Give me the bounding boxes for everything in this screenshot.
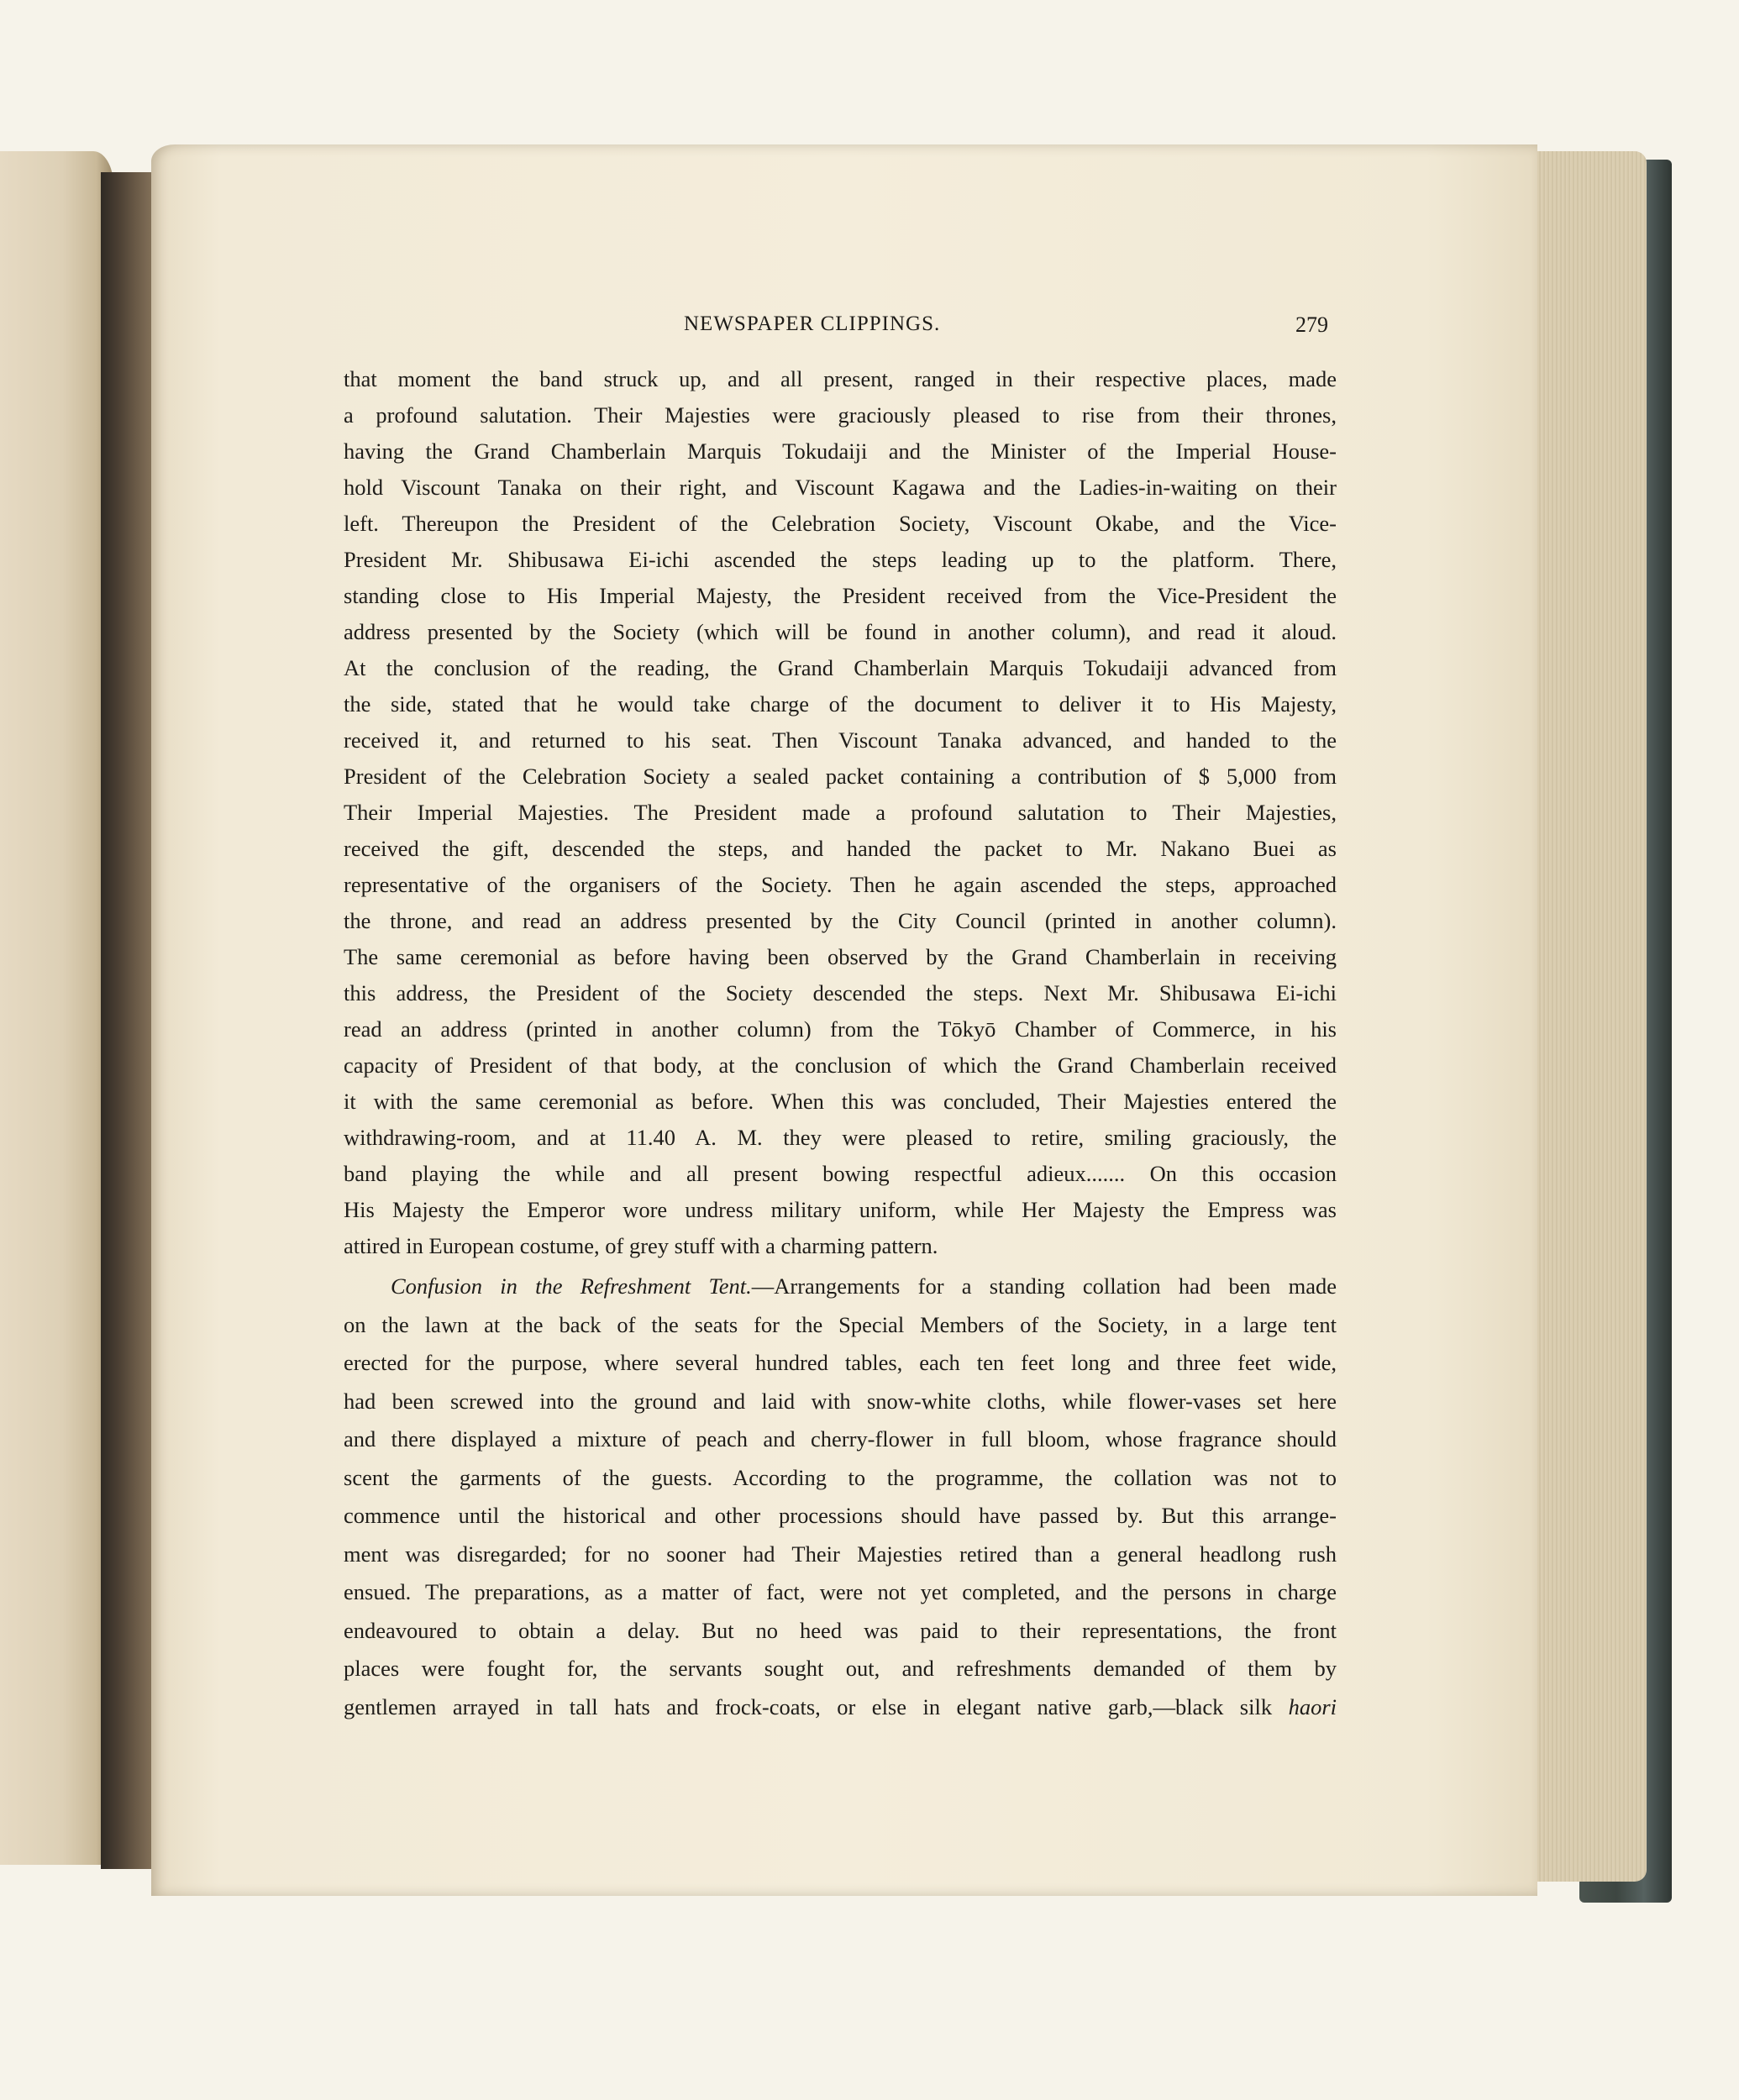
text-line: ment was disregarded; for no sooner had Their Majesties retired than a general headlong rush <box>344 1541 1337 1567</box>
page-number: 279 <box>1295 312 1328 337</box>
text-line: address presented by the Society (which will be found in another column), and read it aloud. <box>344 619 1337 644</box>
paragraph-ceremony <box>344 361 1337 1264</box>
section-heading: Confusion in the Refreshment Tent. <box>391 1273 752 1299</box>
right-page <box>151 144 1537 1896</box>
text-line: representative of the organisers of the Society. Then he again ascended the steps, approached <box>344 872 1337 897</box>
text-line-first <box>344 1268 1337 1306</box>
text-line: standing close to His Imperial Majesty, the President received from the Vice-President the <box>344 583 1337 608</box>
text-line: At the conclusion of the reading, the Grand Chamberlain Marquis Tokudaiji advanced from <box>344 655 1337 680</box>
text-line: His Majesty the Emperor wore undress military uniform, while Her Majesty the Empress was <box>344 1197 1337 1222</box>
italic-word: haori <box>1288 1693 1337 1719</box>
text-line-last <box>344 1688 1337 1727</box>
text-line: received it, and returned to his seat. Then Viscount Tanaka advanced, and handed to the <box>344 727 1337 753</box>
text-line: attired in European costume, of grey stuff with a charming pattern. <box>344 1233 938 1258</box>
text-line: President of the Celebration Society a sealed packet containing a contribution of $ 5,000 from <box>344 764 1337 789</box>
running-title: NEWSPAPER CLIPPINGS. <box>684 312 941 335</box>
text-line: on the lawn at the back of the seats for the Special Members of the Society, in a large tent <box>344 1311 1337 1337</box>
text-line: the throne, and read an address presented by the City Council (printed in another column). <box>344 908 1337 933</box>
text-line: commence until the historical and other processions should have passed by. But this arrange- <box>344 1503 1337 1528</box>
text-line: Their Imperial Majesties. The President made a profound salutation to Their Majesties, <box>344 800 1337 825</box>
text-line: and there displayed a mixture of peach and cherry-flower in full bloom, whose fragrance should <box>344 1426 1337 1452</box>
text-line: President Mr. Shibusawa Ei-ichi ascended the steps leading up to the platform. There, <box>344 547 1337 572</box>
text-line: erected for the purpose, where several hundred tables, each ten feet long and three feet wide, <box>344 1350 1337 1375</box>
text-line: it with the same ceremonial as before. When this was concluded, Their Majesties entered the <box>344 1089 1337 1114</box>
text-line: having the Grand Chamberlain Marquis Tokudaiji and the Minister of the Imperial House- <box>344 438 1337 464</box>
text-line: places were fought for, the servants sought out, and refreshments demanded of them by <box>344 1656 1337 1681</box>
text-line: a profound salutation. Their Majesties were graciously pleased to rise from their thrones, <box>344 402 1337 428</box>
text-line: endeavoured to obtain a delay. But no heed was paid to their representations, the front <box>344 1617 1337 1643</box>
text-line: this address, the President of the Society descended the steps. Next Mr. Shibusawa Ei-ichi <box>344 980 1337 1005</box>
text-line: left. Thereupon the President of the Celebration Society, Viscount Okabe, and the Vice- <box>344 511 1337 536</box>
text-line: band playing the while and all present bowing respectful adieux....... On this occasion <box>344 1161 1337 1186</box>
text-line: had been screwed into the ground and laid with snow-white cloths, while flower-vases set here <box>344 1388 1337 1414</box>
text-line: the side, stated that he would take charge of the document to deliver it to His Majesty, <box>344 691 1337 717</box>
text-run: —Arrangements for a standing collation had been made <box>751 1273 1337 1299</box>
text-line: ensued. The preparations, as a matter of fact, were not yet completed, and the persons in charge <box>344 1579 1337 1604</box>
running-head <box>151 312 1537 354</box>
text-line: withdrawing-room, and at 11.40 A. M. they were pleased to retire, smiling graciously, the <box>344 1125 1337 1150</box>
text-line: hold Viscount Tanaka on their right, and Viscount Kagawa and the Ladies-in-waiting on their <box>344 475 1337 500</box>
text-run: gentlemen arrayed in tall hats and frock-coats, or else in elegant native garb,—black silk <box>344 1693 1289 1719</box>
text-line: received the gift, descended the steps, and handed the packet to Mr. Nakano Buei as <box>344 836 1337 861</box>
left-page <box>0 151 113 1865</box>
text-line: that moment the band struck up, and all present, ranged in their respective places, made <box>344 366 1337 391</box>
body-text <box>344 361 1337 1726</box>
text-line: read an address (printed in another column) from the Tōkyō Chamber of Commerce, in his <box>344 1016 1337 1042</box>
text-line: scent the garments of the guests. According to the programme, the collation was not to <box>344 1464 1337 1490</box>
paragraph-refreshment-tent <box>344 1268 1337 1726</box>
text-line: capacity of President of that body, at the conclusion of which the Grand Chamberlain received <box>344 1053 1337 1078</box>
text-line: The same ceremonial as before having been observed by the Grand Chamberlain in receiving <box>344 944 1337 969</box>
